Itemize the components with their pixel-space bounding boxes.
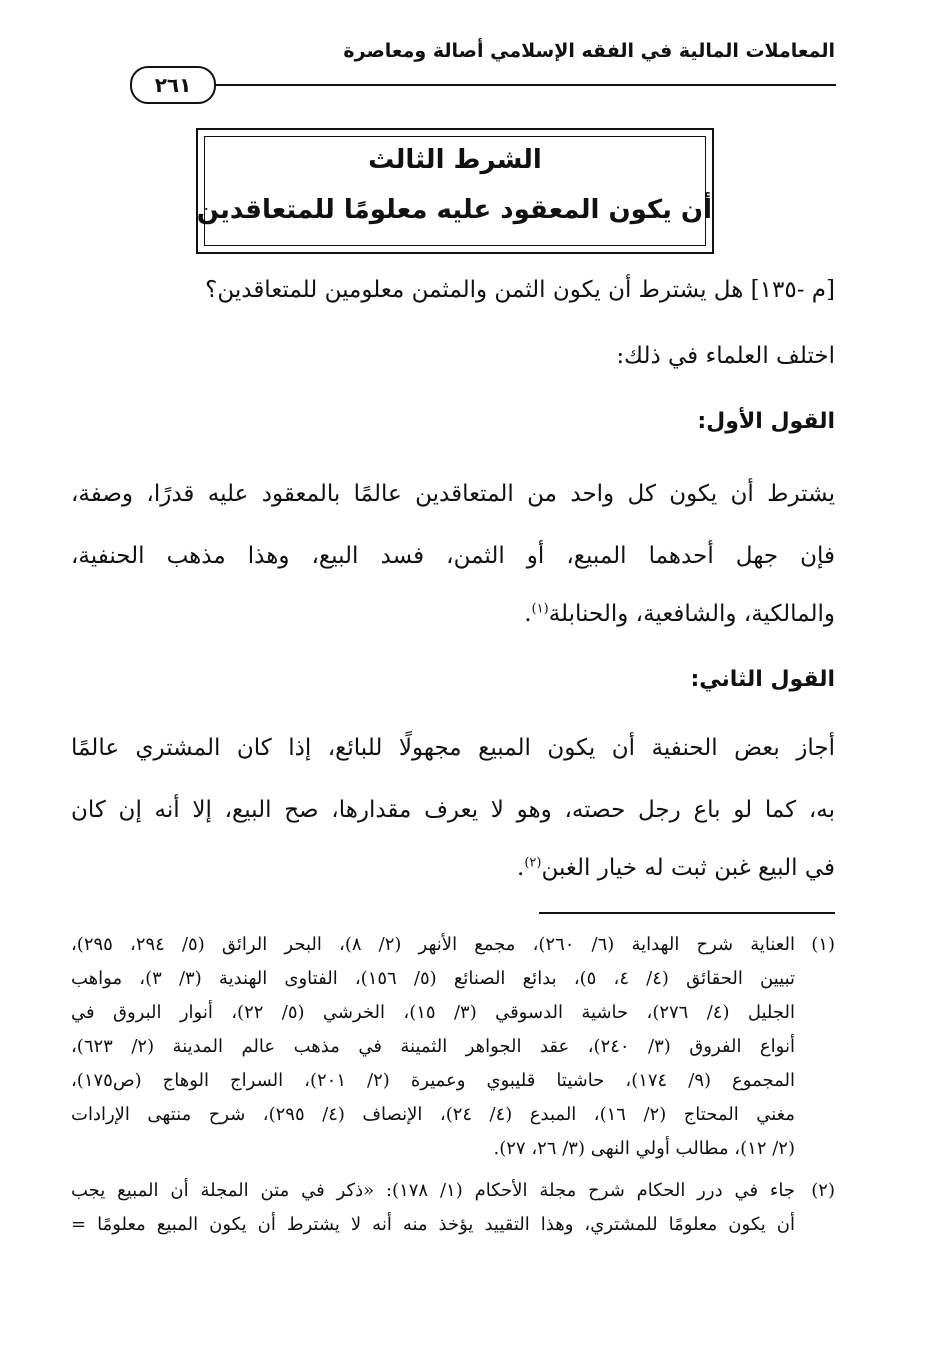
first-opinion-end: . xyxy=(524,601,532,627)
second-opinion-heading: القول الثاني: xyxy=(690,667,835,692)
first-opinion-line-3 xyxy=(71,594,835,634)
footnote-1-text: العناية شرح الهداية (٦/ ٢٦٠)، مجمع الأنهر (٢/ ٨)، البحر الرائق (٥/ ٢٩٤، ٢٩٥)، xyxy=(71,934,795,955)
running-title: المعاملات المالية في الفقه الإسلامي أصالة ومعاصرة xyxy=(343,40,835,62)
footnote-1-text: المجموع (٩/ ١٧٤)، حاشيتا قليبوي وعميرة (٢/ ٢٠١)، السراج الوهاج (ص١٧٥)، xyxy=(71,1070,795,1091)
footnote-1-text: مغني المحتاج (٢/ ١٦)، المبدع (٤/ ٢٤)، الإنصاف (٤/ ٢٩٥)، شرح منتهى الإرادات xyxy=(71,1104,795,1125)
first-opinion-line-2: فإن جهل أحدهما المبيع، أو الثمن، فسد البيع، وهذا مذهب الحنفية، xyxy=(71,543,835,569)
section-subtitle: أن يكون المعقود عليه معلومًا للمتعاقدين xyxy=(196,195,712,225)
first-opinion-text: والمالكية، والشافعية، والحنابلة xyxy=(548,601,835,627)
footnote-1-text: أنواع الفروق (٣/ ٢٤٠)، عقد الجواهر الثمينة في مذهب عالم المدينة (٢/ ٦٢٣)، xyxy=(71,1036,795,1057)
footnote-ref-1[interactable]: (١) xyxy=(531,601,549,617)
second-opinion-line-2: به، كما لو باع رجل حصته، وهو لا يعرف مقدارها، صح البيع، إلا أنه إن كان xyxy=(71,797,835,823)
second-opinion-text: في البيع غبن ثبت له خيار الغبن xyxy=(541,855,835,881)
footnote-2-text: جاء في درر الحكام شرح مجلة الأحكام (١/ ١٧٨): «ذكر في متن المجلة أن المبيع يجب xyxy=(71,1180,796,1201)
footnote-1-text: تبيين الحقائق (٤/ ٤، ٥)، بدائع الصنائع (٥/ ١٥٦)، الفتاوى الهندية (٣/ ٣)، مواهب xyxy=(71,968,796,989)
footnote-ref-2[interactable]: (٢) xyxy=(524,855,542,871)
section-title: الشرط الثالث xyxy=(368,145,542,175)
second-opinion-end: . xyxy=(517,855,525,881)
page-number: ٢٦١ xyxy=(130,66,216,104)
footnote-2-text: أن يكون معلومًا للمشتري، وهذا التقييد يؤخذ منه أنه لا يشترط أن يكون المبيع معلومًا = xyxy=(71,1214,795,1235)
section-title-frame xyxy=(196,128,714,254)
footnote-separator xyxy=(539,912,835,914)
second-opinion-line-3 xyxy=(71,848,835,888)
intro-line: اختلف العلماء في ذلك: xyxy=(616,343,835,369)
second-opinion-line-1: أجاز بعض الحنفية أن يكون المبيع مجهولًا للبائع، إذا كان المشتري عالمًا xyxy=(71,735,835,761)
footnote-1-number: (١) xyxy=(811,934,835,955)
footnote-1-text: الجليل (٤/ ٢٧٦)، حاشية الدسوقي (٣/ ١٥)، الخرشي (٥/ ٢٢)، أنوار البروق في xyxy=(71,1002,795,1023)
question-line: [م -١٣٥] هل يشترط أن يكون الثمن والمثمن معلومين للمتعاقدين؟ xyxy=(205,277,835,303)
first-opinion-heading: القول الأول: xyxy=(697,409,835,434)
header-rule xyxy=(210,84,836,86)
footnote-2-number: (٢) xyxy=(811,1180,835,1201)
footnote-1-text: (٢/ ١٢)، مطالب أولي النهى (٣/ ٢٦، ٢٧). xyxy=(493,1138,795,1159)
first-opinion-line-1: يشترط أن يكون كل واحد من المتعاقدين عالمًا بالمعقود عليه قدرًا، وصفة، xyxy=(71,481,835,507)
